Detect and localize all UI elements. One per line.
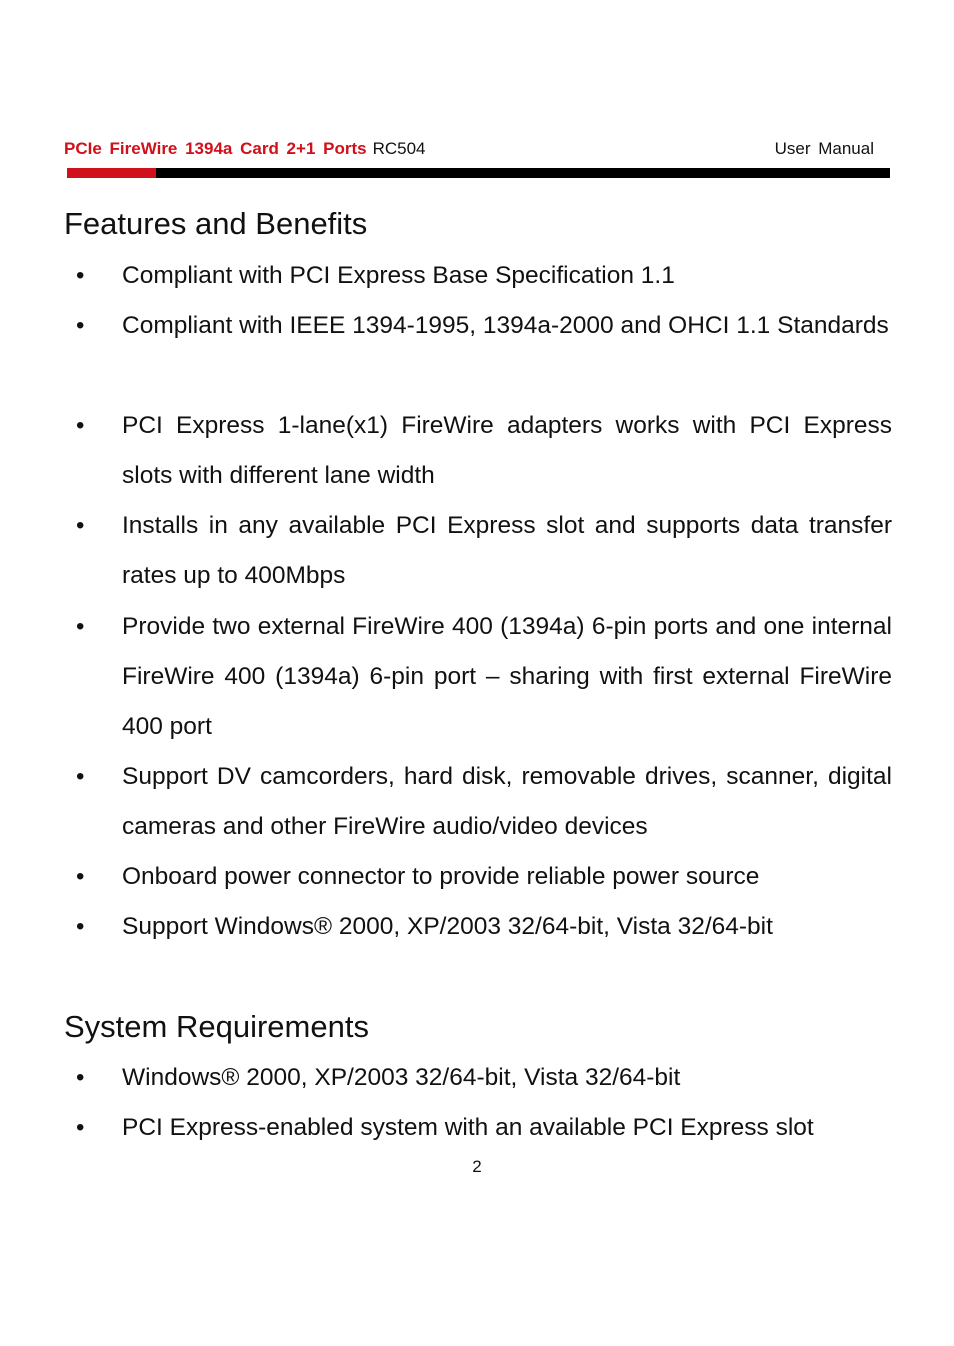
page-header — [64, 138, 874, 160]
list-item-text: Support Windows® 2000, XP/2003 32/64-bit, Vista 32/64-bit — [122, 913, 773, 940]
list-item-text: Compliant with IEEE 1394-1995, 1394a-2000 and OHCI 1.1 Standards — [122, 312, 889, 339]
bullet-icon: • — [76, 763, 85, 790]
bullet-icon: • — [76, 613, 85, 640]
list-item-text: Windows® 2000, XP/2003 32/64-bit, Vista 32/64-bit — [122, 1064, 681, 1091]
bullet-icon: • — [76, 863, 85, 890]
bullet-icon: • — [76, 312, 85, 339]
list-item-text: Onboard power connector to provide reliable power source — [122, 863, 760, 890]
bullet-icon: • — [76, 1064, 85, 1091]
bullet-icon: • — [76, 512, 85, 539]
list-item-text: Installs in any available PCI Express slot and supports data transfer rates up to 400Mbps — [122, 512, 892, 589]
list-item-text: Compliant with PCI Express Base Specification 1.1 — [122, 262, 675, 289]
features-title: Features and Benefits — [64, 206, 368, 241]
list-item-text: Provide two external FireWire 400 (1394a) 6-pin ports and one internal FireWire 400 (1394a) 6-pin port – sharing with first external FireWire 400 port — [122, 613, 892, 740]
bullet-icon: • — [76, 262, 85, 289]
bullet-icon: • — [76, 412, 85, 439]
list-item-text: Support DV camcorders, hard disk, removable drives, scanner, digital cameras and other FireWire audio/video devices — [122, 763, 892, 840]
list-item-text: PCI Express-enabled system with an available PCI Express slot — [122, 1114, 814, 1141]
header-product-info — [64, 138, 426, 160]
product-name: PCIe FireWire 1394a Card 2+1 Ports — [64, 139, 367, 158]
header-divider — [67, 168, 890, 178]
system-requirements-title: System Requirements — [64, 1009, 369, 1044]
document-type: User Manual — [774, 139, 874, 158]
model-number: RC504 — [372, 139, 426, 158]
header-divider-accent — [67, 168, 156, 178]
bullet-icon: • — [76, 1114, 85, 1141]
page-number: 2 — [472, 1157, 482, 1176]
bullet-icon: • — [76, 913, 85, 940]
list-item-text: PCI Express 1-lane(x1) FireWire adapters works with PCI Express slots with different lane width — [122, 412, 892, 489]
